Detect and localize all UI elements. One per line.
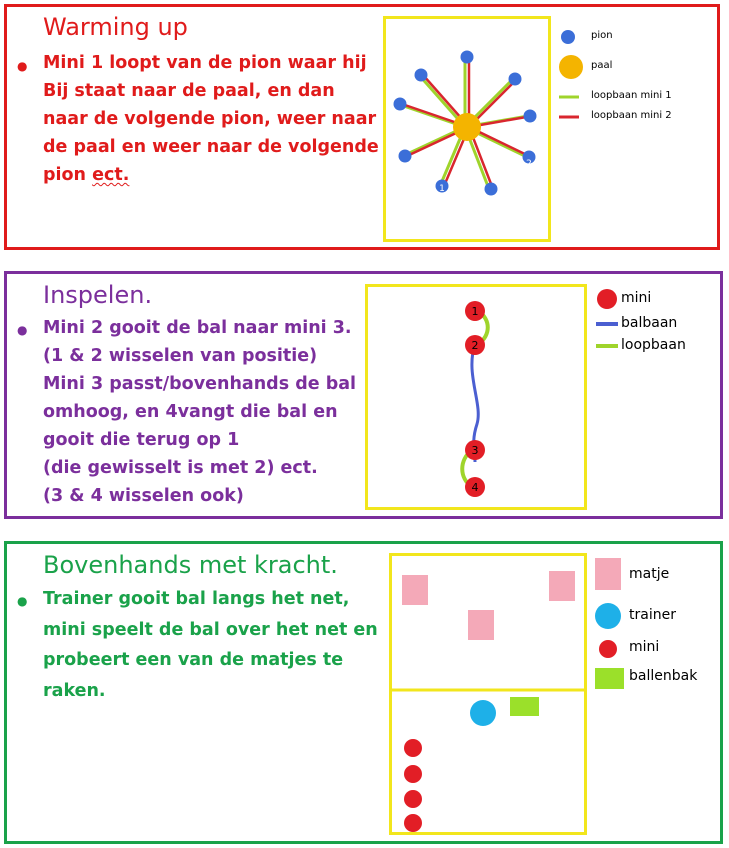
- svg-text:2: 2: [471, 339, 479, 352]
- warming-up-title: Warming up: [43, 13, 188, 41]
- player-3: [465, 440, 485, 460]
- inspelen-diagram-svg: [365, 284, 587, 510]
- text-line: Mini 1 loopt van de pion waar hij: [43, 53, 367, 73]
- text-line: gooit die terug op 1: [43, 430, 240, 450]
- trainer-legend-icon: [595, 603, 621, 629]
- text-segment: pion: [43, 165, 93, 185]
- loopbaan2-legend-label: loopbaan mini 2: [591, 110, 672, 121]
- matje-marker: [549, 571, 575, 601]
- bullet-icon: ●: [17, 594, 28, 608]
- matje-marker: [468, 610, 494, 640]
- mini-legend-icon: [599, 640, 617, 658]
- matje-marker: [402, 575, 428, 605]
- text-line: (1 & 2 wisselen van positie): [43, 346, 318, 366]
- paal-legend-label: paal: [591, 60, 613, 71]
- text-line: omhoog, en 4vangt die bal en: [43, 402, 338, 422]
- pion-marker: [524, 110, 537, 123]
- text-line: [43, 161, 379, 189]
- marker-label-1: 1: [439, 184, 445, 194]
- court-diagram: [389, 553, 587, 835]
- pion-marker: [509, 73, 522, 86]
- bovenhands-description: [43, 584, 378, 706]
- loopbaan1-legend-label: loopbaan mini 1: [591, 90, 672, 101]
- pion-marker: [461, 51, 474, 64]
- bullet-icon: ●: [17, 59, 28, 73]
- matje-legend-icon: [595, 558, 621, 590]
- mini-marker: [404, 790, 422, 808]
- warming-up-panel: [4, 4, 720, 250]
- mini-marker: [404, 814, 422, 832]
- star-diagram: [383, 16, 551, 242]
- marker-label-2: 2: [526, 159, 532, 169]
- text-line: Mini 2 gooit de bal naar mini 3.: [43, 318, 352, 338]
- pion-legend-label: pion: [591, 30, 613, 41]
- svg-text:1: 1: [471, 305, 479, 318]
- bovenhands-legend-symbols: [592, 558, 632, 698]
- pion-marker: [399, 150, 412, 163]
- text-line: naar de volgende pion, weer naar: [43, 109, 377, 129]
- text-line: raken.: [43, 680, 106, 701]
- mini-marker: [404, 739, 422, 757]
- text-line: (die gewisselt is met 2) ect.: [43, 458, 318, 478]
- text-line: (3 & 4 wisselen ook): [43, 486, 244, 506]
- svg-text:3: 3: [471, 444, 479, 457]
- text-line: de paal en weer naar de volgende: [43, 137, 379, 157]
- balbaan-legend-label: balbaan: [621, 315, 678, 331]
- matje-legend-label: matje: [629, 566, 670, 582]
- mini-marker: [404, 765, 422, 783]
- player-2: [465, 335, 485, 355]
- inspelen-panel: [4, 271, 723, 519]
- pion-legend-icon: [561, 30, 575, 44]
- bovenhands-title: Bovenhands met kracht.: [43, 551, 338, 579]
- mini-legend-icon: [597, 289, 617, 309]
- text-line: Trainer gooit bal langs het net,: [43, 589, 350, 609]
- pion-marker: [485, 183, 498, 196]
- ballenbak-marker: [510, 697, 539, 716]
- bovenhands-panel: [4, 541, 723, 844]
- pion-marker: [415, 69, 428, 82]
- loopbaan-legend-label: loopbaan: [621, 337, 686, 353]
- paal-legend-icon: [559, 55, 583, 79]
- mini-legend-label: mini: [621, 290, 652, 306]
- bullet-icon: ●: [17, 323, 28, 337]
- player-1: [465, 301, 485, 321]
- player-4: [465, 477, 485, 497]
- text-line: probeert een van de matjes te: [43, 650, 344, 670]
- text-segment-ect: ect.: [92, 165, 130, 185]
- star-diagram-svg: [383, 16, 551, 242]
- trainer-marker: [470, 700, 496, 726]
- inspelen-diagram: [365, 284, 587, 510]
- text-line: Mini 3 passt/bovenhands de bal: [43, 374, 357, 394]
- court-diagram-svg: [389, 553, 587, 835]
- inspelen-title: Inspelen.: [43, 281, 153, 309]
- warming-up-description: [43, 49, 379, 189]
- svg-text:4: 4: [471, 481, 479, 494]
- text-line: Bij staat naar de paal, en dan: [43, 81, 335, 101]
- paal-marker: [453, 113, 481, 141]
- inspelen-description: [43, 314, 356, 510]
- trainer-legend-label: trainer: [629, 607, 676, 623]
- ballenbak-legend-label: ballenbak: [629, 668, 698, 684]
- mini-legend-label: mini: [629, 639, 660, 655]
- text-line: mini speelt de bal over het net en: [43, 619, 378, 640]
- ballenbak-legend-icon: [595, 668, 624, 689]
- pion-marker: [394, 98, 407, 111]
